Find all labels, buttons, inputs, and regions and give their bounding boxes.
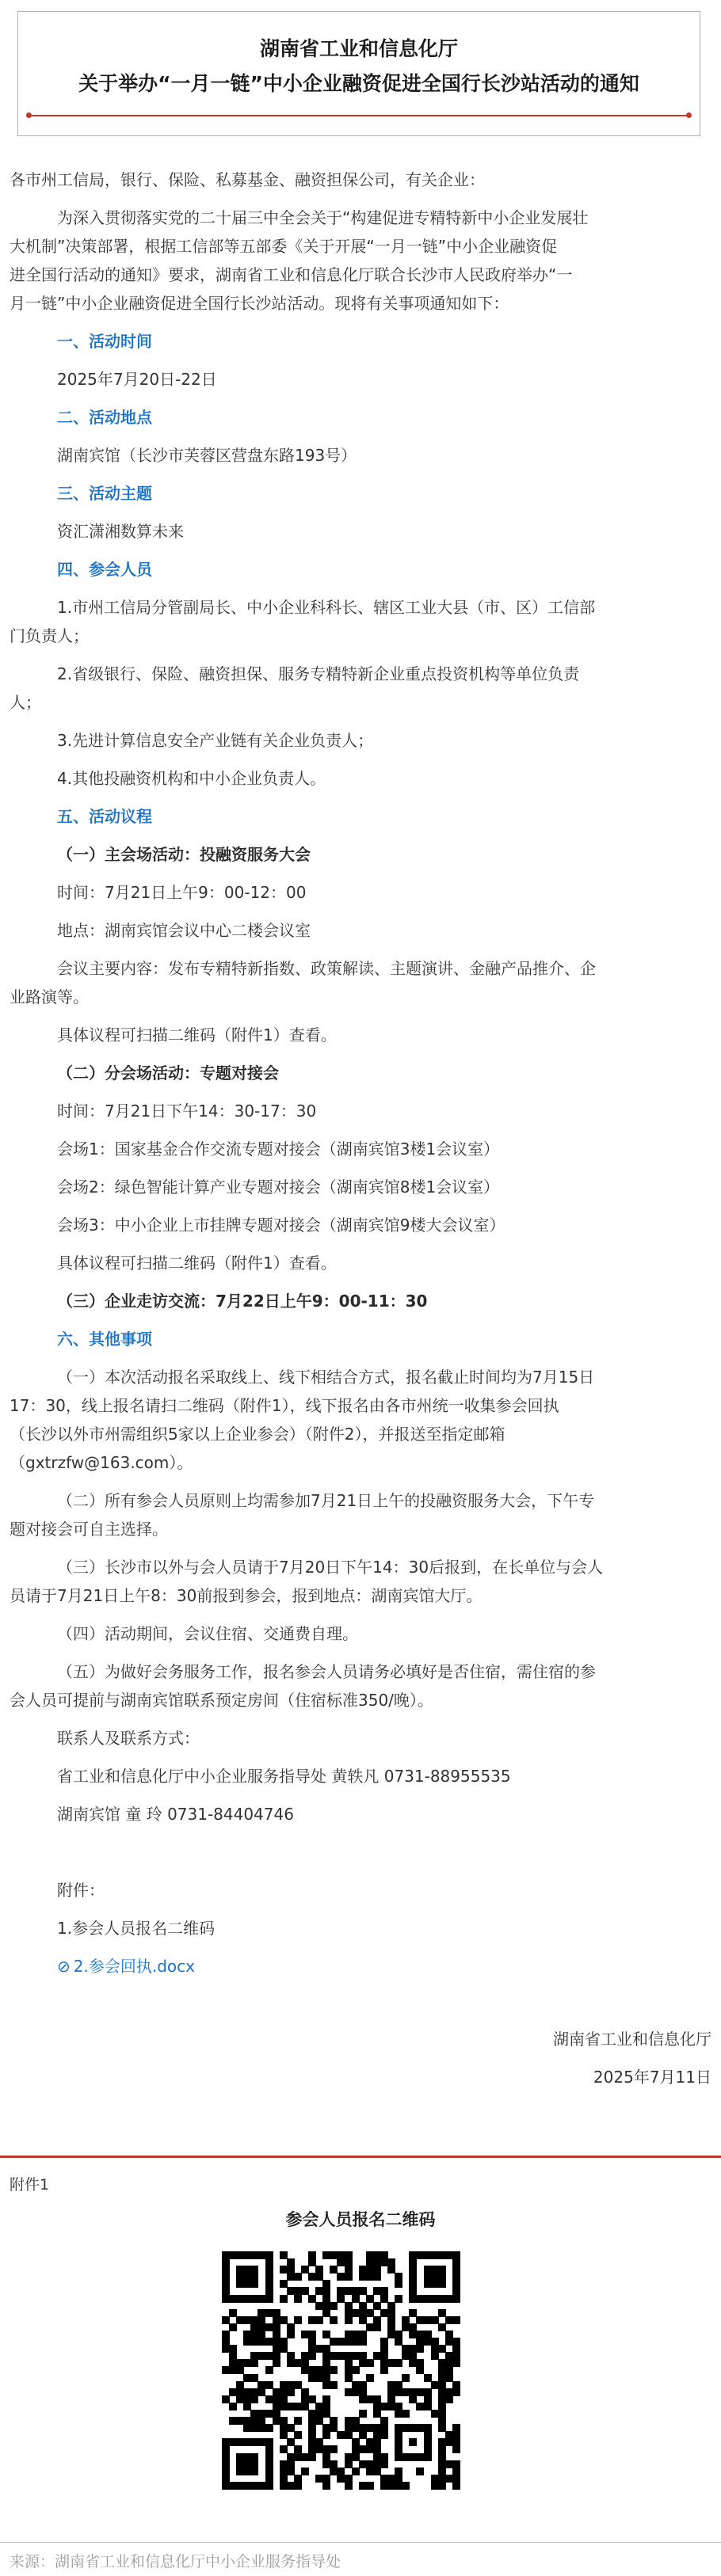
- agenda-subheading: （三）企业走访交流：7月22日上午9：00-11：30: [57, 1292, 428, 1311]
- attendee-line: 门负责人；: [10, 626, 89, 645]
- qr-module: [258, 2352, 265, 2360]
- attendee-line: 人；: [10, 693, 41, 712]
- qr-module: [265, 2424, 273, 2432]
- notice-line: （gxtrzfw@163.com）。: [10, 1453, 193, 1472]
- qr-module: [250, 2280, 258, 2288]
- qr-module: [330, 2366, 338, 2374]
- qr-module: [330, 2445, 338, 2453]
- section-heading: 一、活动时间: [57, 332, 152, 351]
- qr-module: [294, 2316, 302, 2324]
- qr-module: [294, 2295, 302, 2303]
- qr-module: [359, 2338, 367, 2346]
- qr-module: [373, 2323, 381, 2331]
- notice-line: 17：30，线上报名请扫二维码（附件1），线下报名由各市州统一收集参会回执: [10, 1396, 559, 1415]
- qr-module: [345, 2482, 353, 2490]
- paperclip-icon: ⊘: [57, 1957, 71, 1976]
- source-line: 来源：湖南省工业和信息化厅中小企业服务指导处: [10, 2553, 341, 2570]
- qr-module: [359, 2287, 367, 2295]
- qr-module: [322, 2287, 330, 2295]
- notice-line: （三）长沙市以外与会人员请于7月20日下午14：30后报到，在长单位与会人: [57, 1558, 604, 1577]
- attachment-link[interactable]: [57, 1956, 707, 1977]
- venue-line: 会场1：国家基金合作交流专题对接会（湖南宾馆3楼1会议室）: [57, 1140, 500, 1159]
- qr-module: [265, 2295, 273, 2303]
- agenda-time: 时间：7月21日上午9：00-12：00: [57, 883, 307, 902]
- qr-module: [380, 2431, 388, 2439]
- qr-module: [330, 2302, 338, 2310]
- qr-module: [395, 2359, 402, 2367]
- attachments-label: 附件：: [57, 1881, 105, 1900]
- attendee-line: 2.省级银行、保险、融资担保、服务专精特新企业重点投资机构等单位负责: [57, 664, 580, 683]
- greeting: 各市州工信局，银行、保险、私募基金、融资担保公司，有关企业：: [10, 170, 485, 189]
- qr-module: [416, 2468, 424, 2475]
- footer-divider: [0, 2542, 721, 2543]
- qr-module: [380, 2287, 388, 2295]
- qr-module: [452, 2482, 460, 2490]
- contact-label: 联系人及联系方式：: [57, 1729, 200, 1748]
- qr-module: [345, 2273, 353, 2281]
- agenda-place: 地点：湖南宾馆会议中心二楼会议室: [57, 921, 311, 940]
- qr-module: [294, 2431, 302, 2439]
- qr-module: [452, 2316, 460, 2324]
- section-text: 资汇潇湘数算未来: [57, 522, 184, 541]
- qr-module: [373, 2273, 381, 2281]
- qr-module: [402, 2482, 410, 2490]
- qr-module: [301, 2468, 309, 2475]
- red-divider: [29, 115, 689, 116]
- appendix-label: 附件1: [10, 2176, 50, 2194]
- qr-module: [452, 2388, 460, 2396]
- agenda-qr-note: 具体议程可扫描二维码（附件1）查看。: [57, 1025, 337, 1044]
- qr-module: [366, 2374, 374, 2382]
- qr-module: [265, 2366, 273, 2374]
- qr-module: [359, 2410, 367, 2418]
- qr-module: [452, 2359, 460, 2367]
- qr-module: [402, 2410, 410, 2418]
- qr-module: [416, 2345, 424, 2353]
- qr-module: [294, 2417, 302, 2425]
- qr-module: [322, 2431, 330, 2439]
- issuing-org: 湖南省工业和信息化厅: [259, 37, 458, 60]
- attendee-line: 3.先进计算信息安全产业链有关企业负责人；: [57, 731, 374, 750]
- qr-module: [229, 2323, 237, 2331]
- registration-qr-code[interactable]: [222, 2251, 460, 2489]
- agenda-content: 业路演等。: [10, 987, 89, 1006]
- qr-module: [345, 2316, 353, 2324]
- qr-module: [438, 2482, 446, 2490]
- qr-module: [402, 2374, 410, 2382]
- qr-module: [280, 2295, 288, 2303]
- attachment-item: 1.参会人员报名二维码: [57, 1919, 216, 1938]
- qr-module: [258, 2388, 265, 2396]
- notice-line: （二）所有参会人员原则上均需参加7月21日上午的投融资服务大会，下午专: [57, 1491, 595, 1510]
- qr-module: [273, 2359, 280, 2367]
- notice-line: （五）为做好会务服务工作，报名参会人员请务必填好是否住宿，需住宿的参: [57, 1662, 596, 1681]
- agenda-time: 时间：7月21日下午14：30-17：30: [57, 1102, 317, 1121]
- qr-module: [258, 2424, 265, 2432]
- agenda-content: 会议主要内容：发布专精特新指数、政策解读、主题演讲、金融产品推介、企: [57, 959, 596, 978]
- contact-line: 湖南宾馆 童 玲 0731-84404746: [57, 1805, 294, 1824]
- attendee-line: 1.市州工信局分管副局长、中小企业科科长、辖区工业大县（市、区）工信部: [57, 598, 596, 617]
- qr-module: [395, 2280, 402, 2288]
- qr-module: [250, 2395, 258, 2403]
- intro-line: 月一链”中小企业融资促进全国行长沙站活动。现将有关事项通知如下：: [10, 294, 509, 313]
- qr-module: [352, 2468, 360, 2475]
- notice-line: 会人员可提前与湖南宾馆联系预定房间（住宿标准350/晚）。: [10, 1691, 433, 1710]
- qr-module: [301, 2287, 309, 2295]
- qr-module: [366, 2359, 374, 2367]
- qr-module: [294, 2273, 302, 2281]
- attendee-line: 4.其他投融资机构和中小企业负责人。: [57, 769, 326, 788]
- notice-line: 员请于7月21日上午8：30前报到参会，报到地点：湖南宾馆大厅。: [10, 1586, 483, 1605]
- qr-module: [409, 2438, 417, 2446]
- qr-module: [294, 2482, 302, 2490]
- attachment-link-label: 2.参会回执.docx: [73, 1957, 195, 1976]
- contact-line: 省工业和信息化厅中小企业服务指导处 黄轶凡 0731-88955535: [57, 1767, 511, 1786]
- section-heading: 五、活动议程: [57, 807, 152, 826]
- qr-module: [445, 2395, 453, 2403]
- qr-module: [352, 2366, 360, 2374]
- qr-module: [287, 2331, 295, 2338]
- qr-module: [438, 2280, 446, 2288]
- signature-date: 2025年7月11日: [593, 2068, 711, 2087]
- agenda-qr-note: 具体议程可扫描二维码（附件1）查看。: [57, 1254, 337, 1273]
- qr-module: [287, 2388, 295, 2396]
- signature-org: 湖南省工业和信息化厅: [553, 2030, 711, 2049]
- qr-module: [250, 2359, 258, 2367]
- qr-module: [265, 2482, 273, 2490]
- notice-line: （四）活动期间，会议住宿、交通费自理。: [57, 1624, 358, 1643]
- section-text: 湖南宾馆（长沙市芙蓉区营盘东路193号）: [57, 446, 357, 465]
- qr-module: [330, 2316, 338, 2324]
- rule-right-dot: [686, 112, 692, 118]
- qr-module: [229, 2403, 237, 2410]
- agenda-subheading: （一）主会场活动：投融资服务大会: [57, 845, 311, 864]
- qr-module: [424, 2453, 432, 2461]
- qr-module: [315, 2316, 323, 2324]
- venue-line: 会场2：绿色智能计算产业专题对接会（湖南宾馆8楼1会议室）: [57, 1178, 500, 1197]
- qr-module: [322, 2482, 330, 2490]
- qr-module: [452, 2295, 460, 2303]
- agenda-subheading: （二）分会场活动：专题对接会: [57, 1064, 279, 1083]
- section-heading: 四、参会人员: [57, 560, 152, 579]
- appendix-title: 参会人员报名二维码: [285, 2210, 436, 2229]
- qr-module: [366, 2482, 374, 2490]
- qr-module: [380, 2460, 388, 2468]
- qr-module: [258, 2338, 265, 2346]
- qr-module: [308, 2352, 316, 2360]
- appendix-divider: [0, 2156, 721, 2158]
- qr-module: [380, 2366, 388, 2374]
- venue-line: 会场3：中小企业上市挂牌专题对接会（湖南宾馆9楼大会议室）: [57, 1216, 505, 1235]
- intro-line: 进全国行活动的通知》要求，湖南省工业和信息化厅联合长沙市人民政府举办“一: [10, 265, 573, 284]
- section-text: 2025年7月20日-22日: [57, 370, 217, 389]
- intro-line: 为深入贯彻落实党的二十届三中全会关于“构建促进专精特新中小企业发展壮: [57, 208, 589, 227]
- qr-module: [308, 2453, 316, 2461]
- notice-line: （一）本次活动报名采取线上、线下相结合方式，报名截止时间均为7月15日: [57, 1368, 595, 1387]
- qr-module: [250, 2468, 258, 2475]
- section-heading: 二、活动地点: [57, 408, 152, 427]
- section-heading: 六、其他事项: [57, 1330, 152, 1349]
- qr-module: [330, 2381, 338, 2389]
- qr-module: [395, 2295, 402, 2303]
- document-title: 关于举办“一月一链”中小企业融资促进全国行长沙站活动的通知: [78, 72, 639, 95]
- notice-line: 题对接会可自主选择。: [10, 1520, 168, 1539]
- qr-module: [452, 2445, 460, 2453]
- document-header: [17, 11, 700, 136]
- notice-line: （长沙以外市州需组织5家以上企业参会）（附件2），并报送至指定邮箱: [10, 1425, 505, 1444]
- intro-line: 大机制”决策部署，根据工信部等五部委《关于开展“一月一链”中小企业融资促: [10, 237, 558, 256]
- section-heading: 三、活动主题: [57, 484, 152, 503]
